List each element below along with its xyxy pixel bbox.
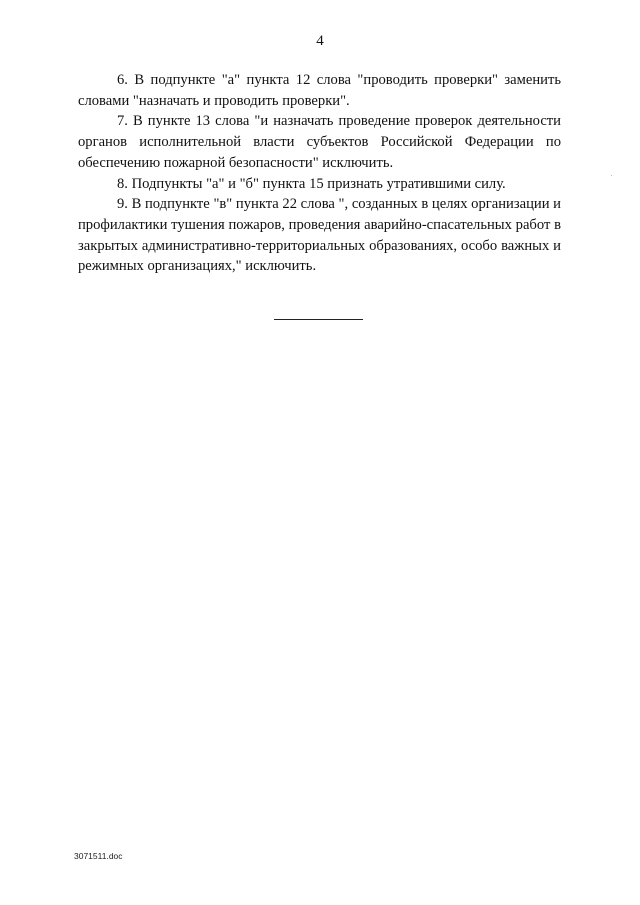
page-number: 4: [316, 33, 324, 49]
scan-speck: [611, 175, 612, 176]
paragraph-item-9: 9. В подпункте "в" пункта 22 слова ", созданных в целях организации и профилактики тушения пожаров, проведения аварийно-спасательных работ в закрытых административно-территориальных образованиях, особо важных и режимных организациях," исключить.: [78, 196, 561, 275]
paragraph-item-6: 6. В подпункте "а" пункта 12 слова "проводить проверки" заменить словами "назначать и проводить проверки".: [78, 72, 561, 109]
footer-file-name: 3071511.doc: [74, 851, 123, 861]
paragraph-item-7: 7. В пункте 13 слова "и назначать проведение проверок деятельности органов исполнительной власти субъектов Российской Федерации по обеспечению пожарной безопасности" исключить.: [78, 113, 561, 171]
end-of-text-divider: [274, 319, 363, 320]
document-body: [78, 70, 561, 277]
paragraph-item-8: 8. Подпункты "а" и "б" пункта 15 признать утратившими силу.: [117, 175, 506, 192]
